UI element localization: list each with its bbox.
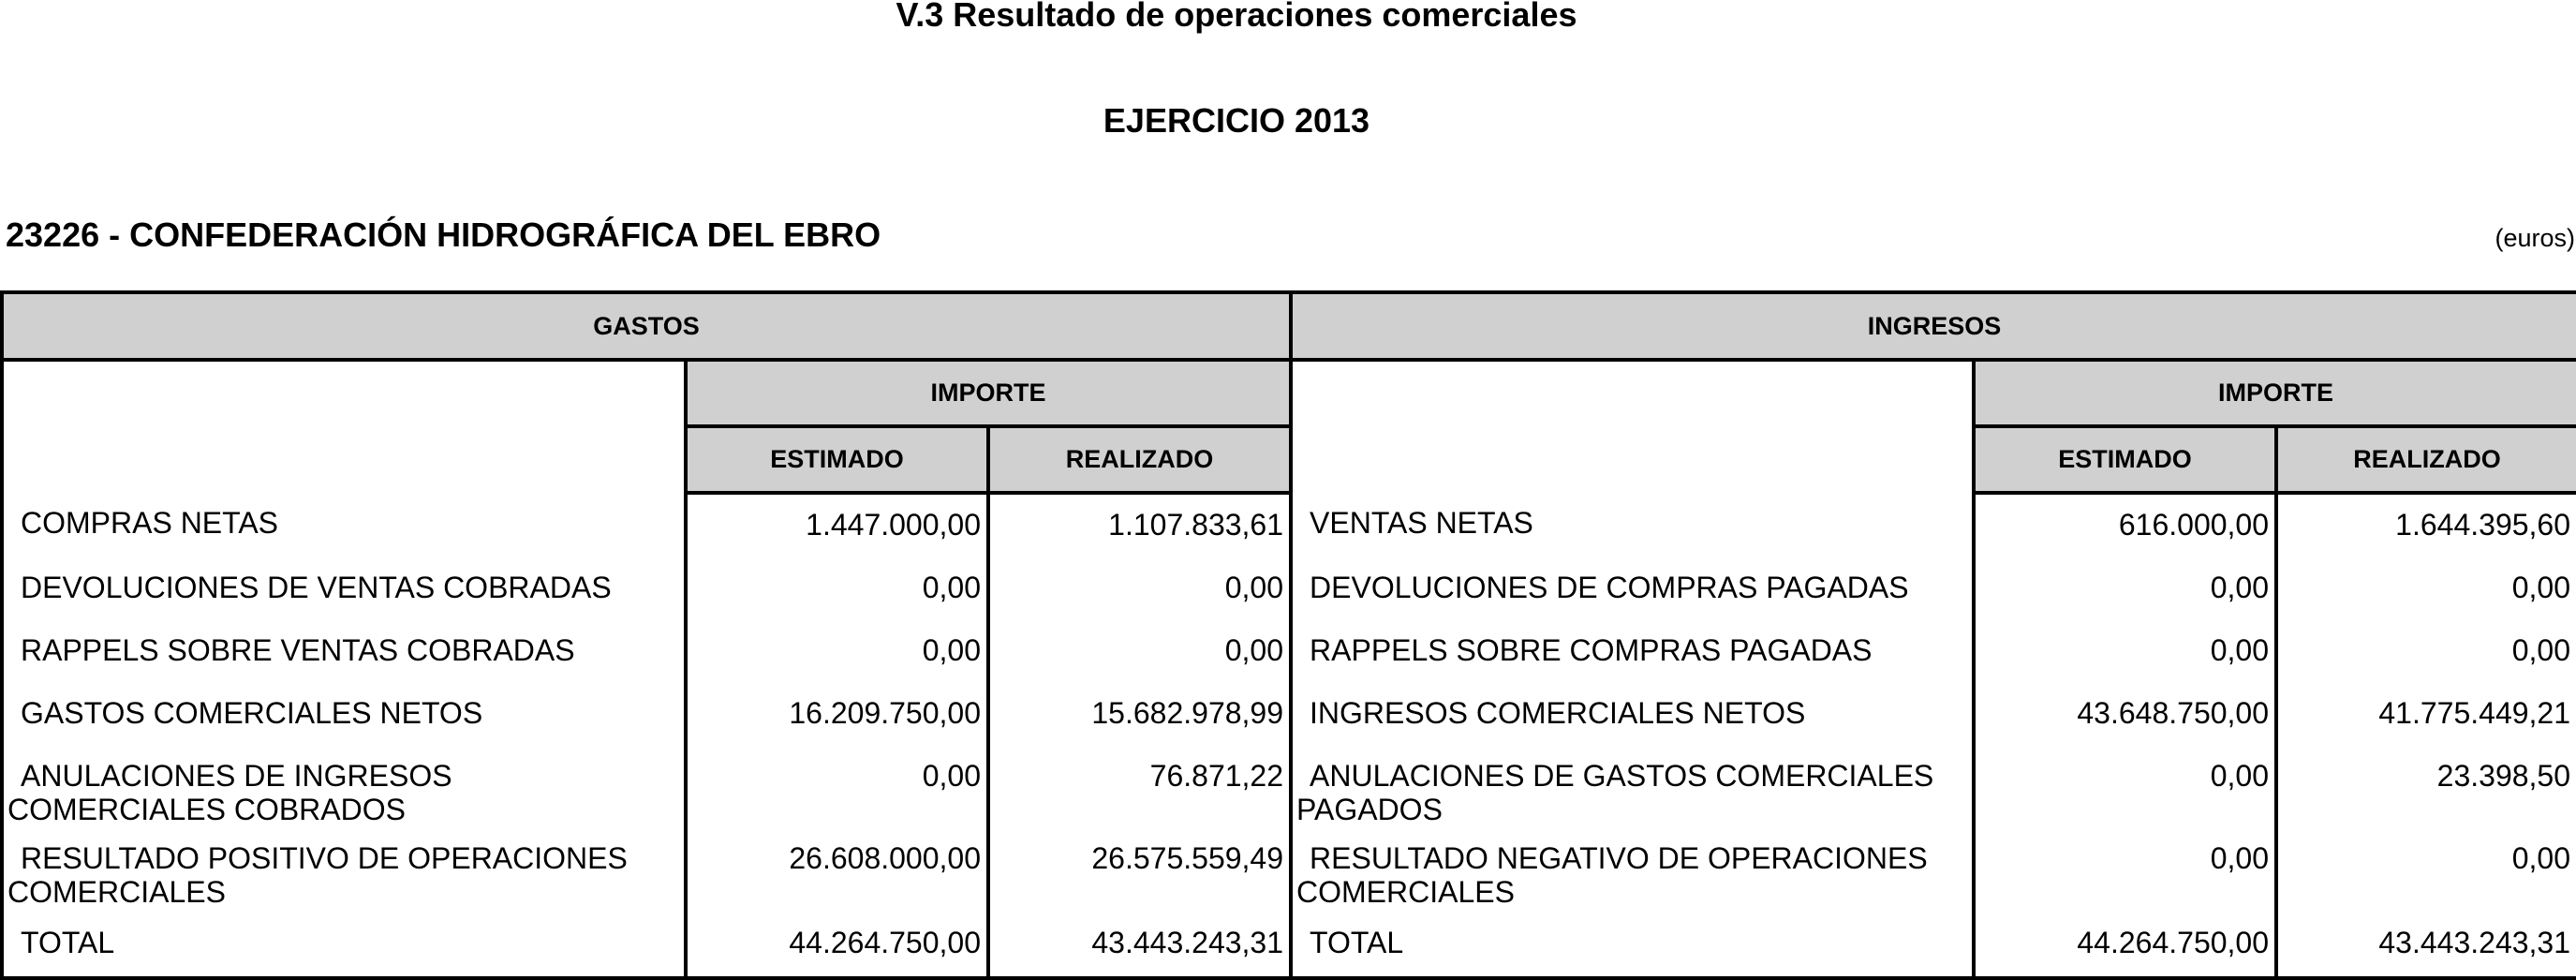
gastos-realizado-value: 1.107.833,61 (988, 493, 1291, 561)
ingresos-realizado-value: 0,00 (2276, 832, 2576, 916)
ingresos-estimado-value: 0,00 (1974, 832, 2276, 916)
ingresos-realizado-value: 1.644.395,60 (2276, 493, 2576, 561)
gastos-concept-line1: DEVOLUCIONES DE VENTAS COBRADAS (21, 571, 612, 604)
gastos-concept-line1: COMPRAS NETAS (21, 506, 278, 540)
gastos-concept-line2: COMERCIALES (7, 875, 226, 909)
gastos-estimado-value: 0,00 (686, 750, 988, 832)
ingresos-estimado-value: 43.648.750,00 (1974, 687, 2276, 750)
gastos-concept (2, 493, 686, 561)
ingresos-concept-line1: DEVOLUCIONES DE COMPRAS PAGADAS (1310, 571, 1909, 604)
gastos-realizado-value: 0,00 (988, 624, 1291, 687)
gastos-estimado-value: 0,00 (686, 561, 988, 624)
gastos-concept-line1: ANULACIONES DE INGRESOS (21, 759, 452, 793)
report-subtitle: EJERCICIO 2013 (1103, 101, 1370, 140)
table-row (2, 750, 2576, 832)
ingresos-realizado-value: 0,00 (2276, 561, 2576, 624)
gastos-estimado-value: 44.264.750,00 (686, 916, 988, 978)
table-row (2, 493, 2576, 561)
ingresos-concept-line1: TOTAL (1310, 926, 1404, 959)
gastos-concept (2, 750, 686, 832)
ingresos-concept (1291, 832, 1974, 916)
gastos-estimado-value: 16.209.750,00 (686, 687, 988, 750)
ingresos-realizado-header: REALIZADO (2276, 426, 2576, 493)
ingresos-concept-line1: VENTAS NETAS (1310, 506, 1533, 540)
ingresos-importe-header: IMPORTE (1974, 360, 2576, 426)
ingresos-concept-line2: COMERCIALES (1296, 875, 1515, 909)
gastos-concept (2, 916, 686, 978)
gastos-concept-line1: RESULTADO POSITIVO DE OPERACIONES (21, 841, 628, 875)
gastos-realizado-header: REALIZADO (988, 426, 1291, 493)
ingresos-estimado-value: 0,00 (1974, 561, 2276, 624)
ingresos-concept (1291, 687, 1974, 750)
table-row (2, 832, 2576, 916)
ingresos-estimado-value: 616.000,00 (1974, 493, 2276, 561)
gastos-concept (2, 687, 686, 750)
gastos-realizado-value: 0,00 (988, 561, 1291, 624)
ingresos-concept (1291, 750, 1974, 832)
entity-name: 23226 - CONFEDERACIÓN HIDROGRÁFICA DEL EBRO (6, 215, 881, 254)
table-row (2, 687, 2576, 750)
ingresos-realizado-value: 0,00 (2276, 624, 2576, 687)
gastos-header: GASTOS (2, 292, 1291, 360)
ingresos-concept (1291, 561, 1974, 624)
ingresos-estimado-value: 0,00 (1974, 624, 2276, 687)
currency-unit: (euros) (2495, 224, 2575, 252)
gastos-concept-line2: COMERCIALES COBRADOS (7, 793, 406, 826)
ingresos-concept-line1: RAPPELS SOBRE COMPRAS PAGADAS (1310, 633, 1873, 667)
gastos-estimado-header: ESTIMADO (686, 426, 988, 493)
gastos-concept (2, 561, 686, 624)
gastos-concept-line1: GASTOS COMERCIALES NETOS (21, 696, 483, 730)
ingresos-concept-line1: INGRESOS COMERCIALES NETOS (1310, 696, 1806, 730)
ingresos-estimado-value: 0,00 (1974, 750, 2276, 832)
gastos-concept (2, 624, 686, 687)
ingresos-realizado-value: 23.398,50 (2276, 750, 2576, 832)
ingresos-realizado-value: 41.775.449,21 (2276, 687, 2576, 750)
ingresos-concept-line1: ANULACIONES DE GASTOS COMERCIALES (1310, 759, 1934, 793)
ingresos-concept (1291, 916, 1974, 978)
ingresos-concept-line1: RESULTADO NEGATIVO DE OPERACIONES (1310, 841, 1928, 875)
ingresos-realizado-value: 43.443.243,31 (2276, 916, 2576, 978)
gastos-realizado-value: 76.871,22 (988, 750, 1291, 832)
ingresos-concept (1291, 624, 1974, 687)
gastos-realizado-value: 15.682.978,99 (988, 687, 1291, 750)
report-title: V.3 Resultado de operaciones comerciales (896, 0, 1577, 34)
ingresos-estimado-value: 44.264.750,00 (1974, 916, 2276, 978)
gastos-realizado-value: 26.575.559,49 (988, 832, 1291, 916)
table-row (2, 916, 2576, 978)
gastos-concept (2, 832, 686, 916)
gastos-estimado-value: 0,00 (686, 624, 988, 687)
gastos-realizado-value: 43.443.243,31 (988, 916, 1291, 978)
gastos-importe-header: IMPORTE (686, 360, 1291, 426)
ingresos-concept-header (1291, 360, 1974, 493)
table-row (2, 624, 2576, 687)
gastos-concept-line1: RAPPELS SOBRE VENTAS COBRADAS (21, 633, 575, 667)
ingresos-estimado-header: ESTIMADO (1974, 426, 2276, 493)
gastos-estimado-value: 26.608.000,00 (686, 832, 988, 916)
ingresos-concept (1291, 493, 1974, 561)
gastos-estimado-value: 1.447.000,00 (686, 493, 988, 561)
table-row (2, 561, 2576, 624)
gastos-concept-header (2, 360, 686, 493)
ingresos-concept-line2: PAGADOS (1296, 793, 1443, 826)
gastos-concept-line1: TOTAL (21, 926, 115, 959)
commercial-operations-table (0, 290, 2576, 980)
ingresos-header: INGRESOS (1291, 292, 2576, 360)
